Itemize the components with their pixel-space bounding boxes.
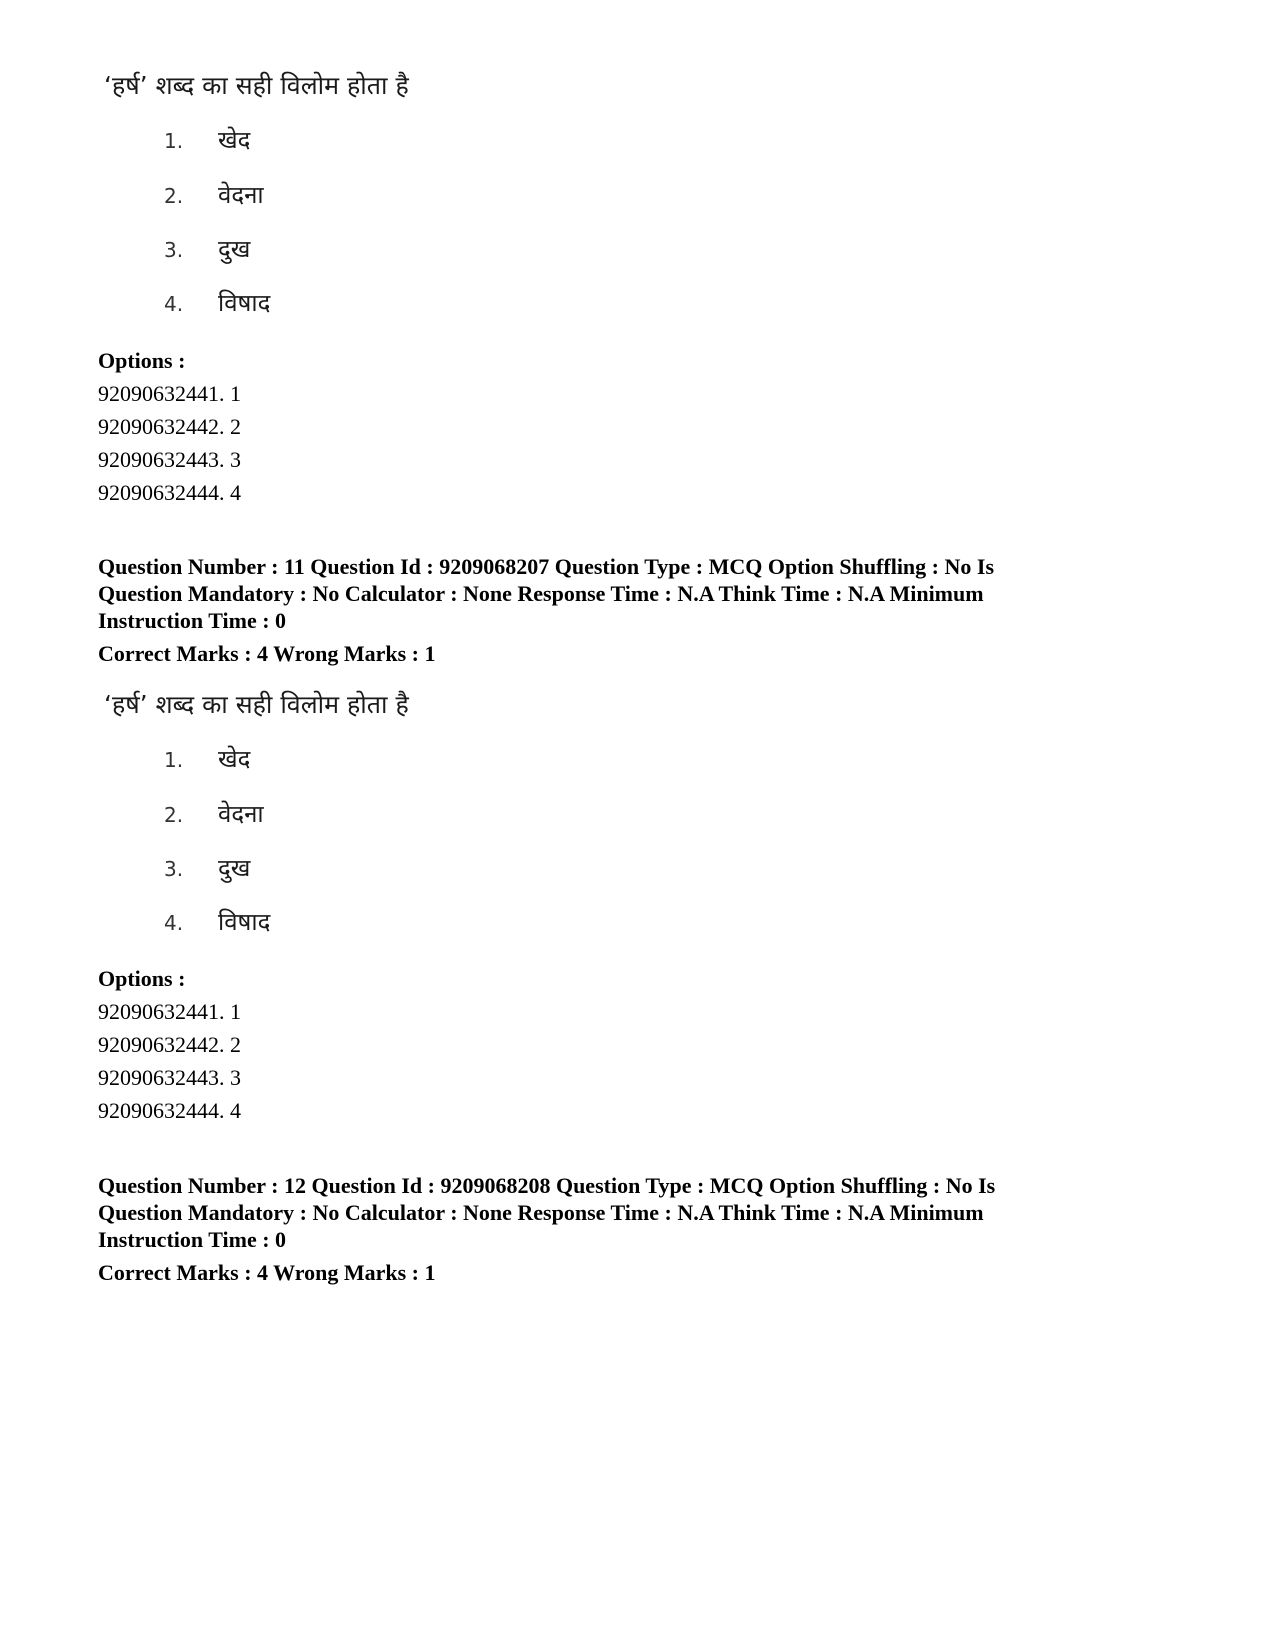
option-row: 92090632444. 4 xyxy=(98,1098,241,1123)
option-row: 92090632442. 2 xyxy=(98,1032,241,1057)
choice-text: दुख xyxy=(218,235,251,263)
choice-item xyxy=(164,907,364,941)
choice-text: वेदना xyxy=(218,181,264,209)
option-row: 92090632441. 1 xyxy=(98,999,241,1024)
option-row: 92090632443. 3 xyxy=(98,1065,241,1090)
choice-item xyxy=(164,799,364,833)
choice-item xyxy=(164,288,364,322)
choice-number: 1. xyxy=(164,748,184,772)
choice-text: खेद xyxy=(218,126,251,154)
choice-item xyxy=(164,180,364,214)
marks-line: Correct Marks : 4 Wrong Marks : 1 xyxy=(98,641,436,666)
question-meta xyxy=(98,1172,1188,1286)
choice-text: दुख xyxy=(218,854,251,882)
meta-line: Instruction Time : 0 xyxy=(98,1227,287,1252)
choice-text: विषाद xyxy=(218,289,271,317)
choice-text: खेद xyxy=(218,745,251,773)
choice-item xyxy=(164,744,364,778)
choice-number: 1. xyxy=(164,129,184,153)
question-image xyxy=(96,689,436,949)
choice-item xyxy=(164,234,364,268)
choice-number: 4. xyxy=(164,292,184,316)
meta-line: Instruction Time : 0 xyxy=(98,608,287,633)
marks-line: Correct Marks : 4 Wrong Marks : 1 xyxy=(98,1260,436,1285)
choice-number: 2. xyxy=(164,803,184,827)
choice-number: 2. xyxy=(164,184,184,208)
option-row: 92090632443. 3 xyxy=(98,447,241,472)
choice-text: विषाद xyxy=(218,908,271,936)
options-label: Options : xyxy=(98,348,186,373)
choice-number: 3. xyxy=(164,238,184,262)
meta-line: Question Number : 11 Question Id : 9209068207 Question Type : MCQ Option Shuffling : No Is xyxy=(98,554,995,579)
option-row: 92090632442. 2 xyxy=(98,414,241,439)
option-row: 92090632441. 1 xyxy=(98,381,241,406)
question-meta xyxy=(98,553,1188,667)
choice-number: 3. xyxy=(164,857,184,881)
choice-item xyxy=(164,853,364,887)
choice-item xyxy=(164,125,364,159)
question-text: ‘हर्ष’ शब्द का सही विलोम होता है xyxy=(104,71,409,100)
options-block xyxy=(98,344,241,509)
question-text: ‘हर्ष’ शब्द का सही विलोम होता है xyxy=(104,690,409,719)
options-block xyxy=(98,962,241,1127)
meta-line: Question Mandatory : No Calculator : None Response Time : N.A Think Time : N.A Minimum xyxy=(98,581,984,606)
options-label: Options : xyxy=(98,966,186,991)
option-row: 92090632444. 4 xyxy=(98,480,241,505)
meta-line: Question Number : 12 Question Id : 9209068208 Question Type : MCQ Option Shuffling : No Is xyxy=(98,1173,996,1198)
meta-line: Question Mandatory : No Calculator : None Response Time : N.A Think Time : N.A Minimum xyxy=(98,1200,984,1225)
choice-number: 4. xyxy=(164,911,184,935)
question-image xyxy=(96,70,436,330)
choice-text: वेदना xyxy=(218,800,264,828)
